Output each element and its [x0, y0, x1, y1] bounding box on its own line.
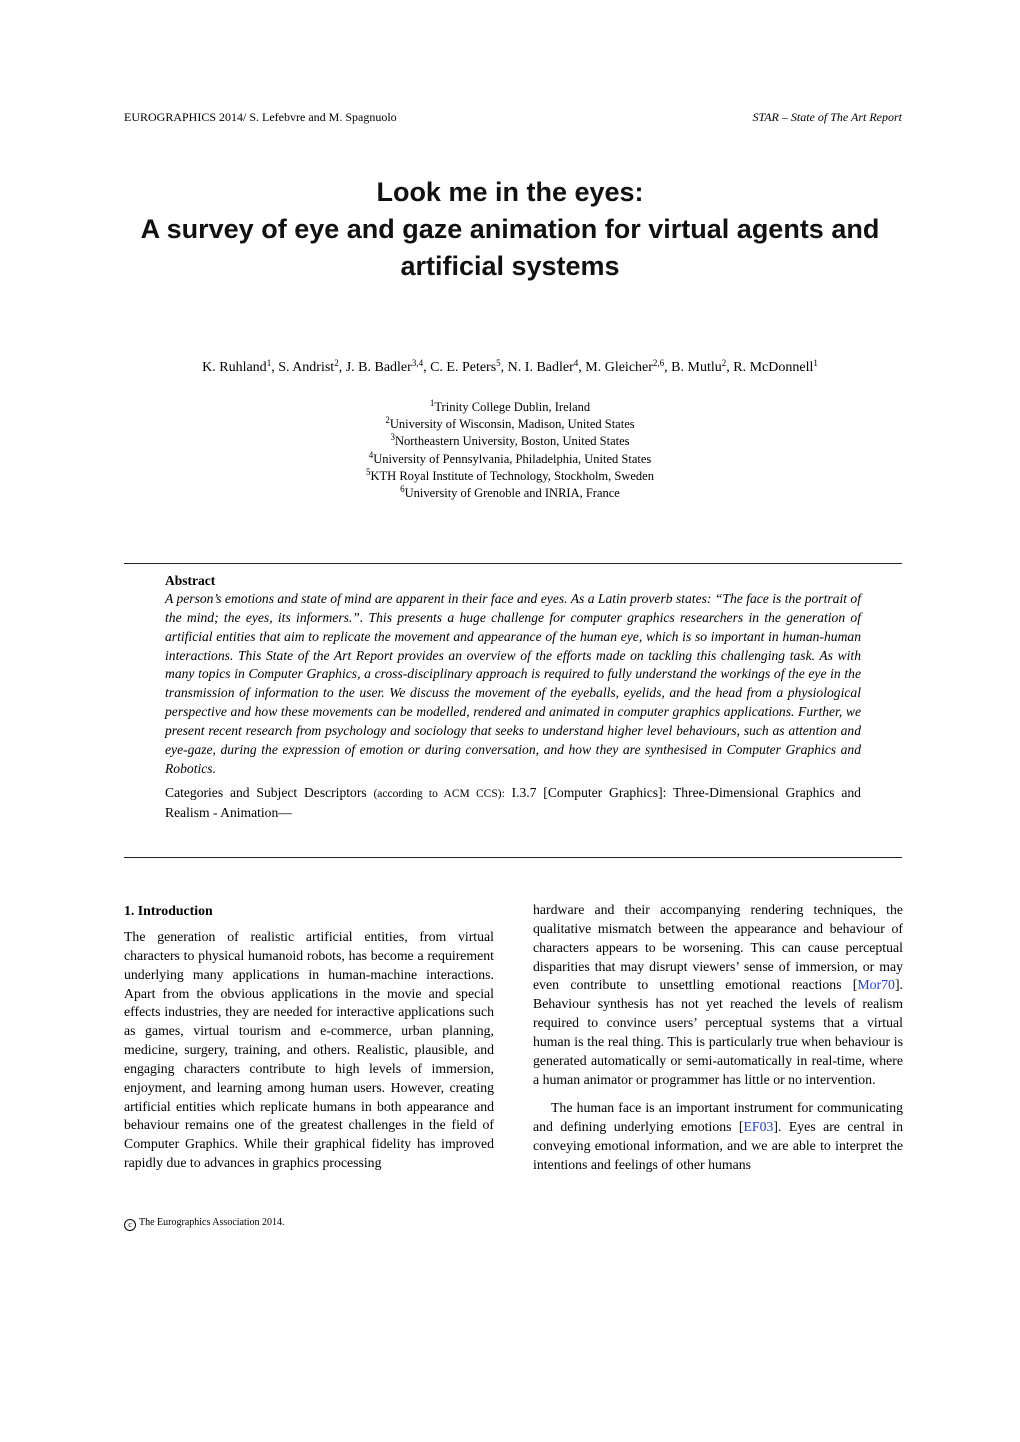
copyright-footer	[124, 1216, 285, 1231]
affiliation: $^4$University of Pennsylvania, Philadelphia, United States	[368, 449, 652, 466]
author: B. Mutlu$^2$,	[671, 358, 734, 375]
section-heading: 1. Introduction	[124, 903, 213, 918]
paper-title	[0, 174, 1020, 285]
abstract-top-rule	[124, 563, 902, 564]
abstract-block	[165, 572, 861, 823]
author-list	[0, 358, 1020, 378]
affiliation: $^6$University of Grenoble and INRIA, France	[400, 484, 620, 501]
author: R. McDonnell$^1$	[733, 358, 818, 375]
affiliation-list	[0, 399, 1020, 502]
abstract-text: A person’s emotions and state of mind are apparent in their face and eyes. As a Latin proverb states: “The face is the portrait of the mind; the eyes, its informers.”. This presents a huge challenge for computer graphics researchers in the generation of artificial entities that aim to replicate the movement and appearance of the human eye, which is so important in human-human interactions. This State of the Art Report provides an overview of the efforts made on tackling this challenging task. As with many topics in Computer Graphics, a cross-disciplinary approach is required to fully understand the workings of the eye in the transmission of information to the user. We discuss the movement of the eyeballs, eyelids, and the head from a physiological perspective and how these movements can be modelled, rendered and animated in computer graphics applications. Further, we present recent research from psychology and sociology that seeks to understand higher level behaviours, such as attention and eye-gaze, during the expression of emotion or during conversation, and how they are synthesised in Computer Graphics and Robotics.	[165, 591, 861, 776]
author: K. Ruhland$^1$,	[202, 358, 279, 375]
citation-link[interactable]: EF03	[743, 1119, 774, 1135]
copyright-icon: c	[124, 1219, 136, 1231]
abstract-heading: Abstract	[165, 573, 216, 588]
left-column	[124, 901, 494, 1173]
affiliation: $^1$Trinity College Dublin, Ireland	[429, 398, 591, 414]
categories-descriptors	[165, 784, 861, 822]
author: C. E. Peters$^5$,	[430, 358, 508, 375]
running-head-right: STAR – State of The Art Report	[752, 110, 902, 124]
categories-label: Categories and Subject Descriptors	[165, 785, 367, 801]
abstract-bottom-rule	[124, 857, 902, 858]
author: M. Gleicher$^{2,6}$,	[585, 358, 672, 375]
running-head-left: EUROGRAPHICS 2014/ S. Lefebvre and M. Spagnuolo	[124, 110, 397, 124]
categories-text: I.3.7 [Computer Graphics]: Three-Dimensional Graphics and Realism - Animation—	[165, 785, 861, 821]
citation-link[interactable]: Mor70	[857, 977, 895, 993]
right-column	[533, 901, 903, 1175]
author: N. I. Badler$^4$,	[507, 358, 586, 375]
author: S. Andrist$^2$,	[278, 358, 346, 375]
intro-paragraph-1: The generation of realistic artificial entities, from virtual characters to physical humanoid robots, has become a requirement underlying many applications in human-machine interactions. Apart from the obvious applications in the movie and special effects industries, they are needed for interactive applications such as games, virtual tourism and e-commerce, urban planning, medicine, surgery, training, and others. Realistic, plausible, and engaging characters contribute to high levels of immersion, enjoyment, and learning among human users. However, creating artificial entities which replicate humans in both appearance and behaviour remains one of the greatest challenges in the field of Computer Graphics. While their graphical fidelity has improved rapidly due to advances in graphics processing	[124, 929, 494, 1171]
intro-paragraph-3: The human face is an important instrument for communicating and defining underlying emotions [EF03]. Eyes are central in conveying emotional information, and we are able to interpret the intentions and feelings of other humans	[533, 1100, 904, 1172]
author: J. B. Badler$^{3,4}$,	[345, 358, 431, 375]
intro-paragraph-2: hardware and their accompanying rendering techniques, the qualitative mismatch between the appearance and behaviour of characters appears to be worsening. This can cause perceptual disparities that may disrupt viewers’ sense of immersion, or may even contribute to unsettling emotional reactions [Mor70]. Behaviour synthesis has not yet reached the levels of realism required to convince users’ perceptual systems that a virtual human is the real thing. This is particularly true when behaviour is generated automatically or semi-automatically in real-time, where a human animator or programmer has little or no intervention.	[533, 902, 903, 1087]
affiliation: $^2$University of Wisconsin, Madison, United States	[385, 415, 635, 432]
title-line-3: artificial systems	[400, 251, 620, 281]
title-line-1: Look me in the eyes:	[376, 177, 644, 207]
affiliation: $^3$Northeastern University, Boston, United States	[390, 432, 630, 449]
title-line-2: A survey of eye and gaze animation for virtual agents and	[140, 214, 880, 244]
categories-note: (according to ACM CCS):	[373, 788, 505, 801]
copyright-text: The Eurographics Association 2014.	[139, 1217, 285, 1228]
affiliation: $^5$KTH Royal Institute of Technology, Stockholm, Sweden	[366, 466, 654, 483]
